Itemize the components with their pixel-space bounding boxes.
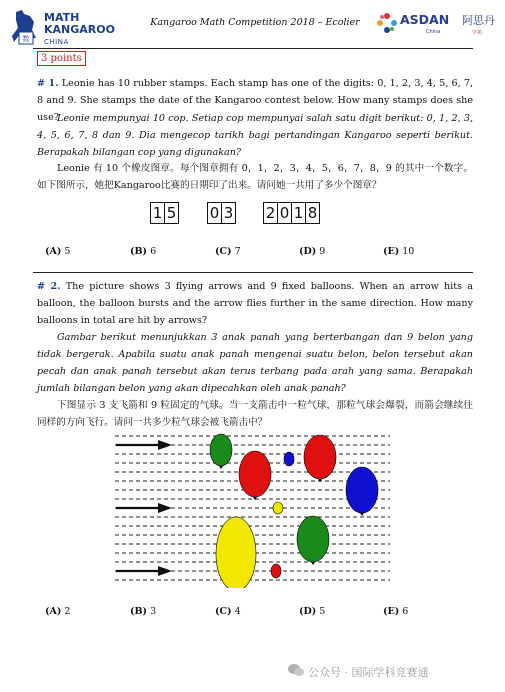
logo-line-2: KANGAROO — [44, 23, 115, 36]
svg-text:数: 数 — [22, 35, 30, 43]
page-title: Kangaroo Math Competition 2018 – Ecolier — [150, 17, 360, 28]
red-balloon — [304, 435, 336, 482]
q2-chinese: 下图显示 3 支飞箭和 9 粒固定的气球。当一支箭击中一粒气球，那粒气球会爆裂，而箭会继续往同样的方向飞行。请问一共多少粒气球会被飞箭击中？ — [37, 400, 473, 428]
wechat-icon — [288, 663, 304, 677]
watermark-text: 公众号 · 国际学科竞赛通 — [308, 666, 429, 679]
q2-english-text: The picture shows 3 flying arrows and 9 fixed balloons. When an arrow hits a balloon, the balloon bursts and the arrow flies further in the same direction. How many balloons in total are hit by arrows? — [37, 281, 473, 326]
stamp-digit: 2 — [263, 202, 278, 224]
asdan-cn: 阿思丹 — [462, 14, 495, 27]
stamp-digit: 3 — [221, 202, 236, 224]
green-balloon — [297, 516, 329, 565]
q1-number: # 1. — [37, 78, 59, 89]
q1-chinese: Leonie 有 10 个橡皮图章。每个图章拥有 0，1，2，3，4，5，6，7，8，9 的其中一个数字。如下图所示，她把Kangaroo比赛的日期印了出来。请问她一共用了多少个图章？ — [37, 163, 473, 191]
blue-balloon — [346, 467, 378, 516]
stamp-digit: 5 — [164, 202, 179, 224]
yellow-balloon — [273, 502, 283, 514]
stamp-digit: 0 — [277, 202, 292, 224]
green-balloon — [210, 434, 232, 469]
asdan-logo — [376, 10, 498, 42]
asdan-sub: China — [426, 29, 441, 35]
q2-number: # 2. — [37, 281, 61, 292]
arrows-balloons-figure — [110, 428, 400, 588]
math-kangaroo-logo — [10, 8, 130, 48]
q2-english — [37, 278, 473, 329]
q1-english-text: Leonie has 10 rubber stamps. Each stamp has one of the digits: 0, 1, 2, 3, 4, 5, 6, 7, 8 and 9. She stamps the date of the Kangaroo contest below. How many stamps does she use? — [37, 78, 473, 123]
asdan-cn-sub: 学苑 — [472, 30, 483, 36]
q2-malay: Gambar berikut menunjukkan 3 anak panah yang berterbangan dan 9 belon yang tidak bergerak. Apabila suatu anak panah mengenai suatu belon, belon tersebut akan pecah dan anak panah tersebut akan terus terbang pada arah yang sama. Berapakah jumlah bilangan belon yang akan dipecahkan oleh anak panah? — [37, 332, 473, 394]
q1-option-d[interactable]: (D) 9 — [299, 246, 326, 257]
logo-line-3: CHINA — [44, 38, 69, 46]
watermark — [308, 664, 429, 680]
q2-option-c[interactable]: (C) 4 — [215, 606, 241, 617]
q2-option-b[interactable]: (B) 3 — [130, 606, 157, 617]
logo-line-1: MATH — [44, 11, 80, 24]
red-balloon — [239, 451, 271, 500]
q1-option-b[interactable]: (B) 6 — [130, 246, 157, 257]
q1-option-e[interactable]: (E) 10 — [383, 246, 415, 257]
q1-option-c[interactable]: (C) 7 — [215, 246, 241, 257]
q1-malay: Leonie mempunyai 10 cop. Setiap cop mempunyai salah satu digit berikut: 0, 1, 2, 3, 4, 5, 6, 7, 8 dan 9. Dia mengecop tarikh bagi pertandingan Kangaroo seperti berikut. Berapakah bilangan cop yang digunakan? — [37, 113, 473, 158]
header-divider — [33, 48, 473, 49]
points-badge: 3 points — [37, 51, 86, 66]
stamp-digit: 0 — [207, 202, 222, 224]
red-balloon — [271, 564, 281, 578]
stamp-digit: 8 — [305, 202, 320, 224]
stamp-digit: 1 — [150, 202, 165, 224]
q2-option-d[interactable]: (D) 5 — [299, 606, 326, 617]
arrow — [116, 440, 172, 450]
asdan-name: ASDAN — [400, 12, 450, 27]
q1-option-a[interactable]: (A) 5 — [45, 246, 71, 257]
stamp-digit: 1 — [291, 202, 306, 224]
blue-balloon — [284, 452, 294, 466]
q2-option-e[interactable]: (E) 6 — [383, 606, 409, 617]
arrow — [116, 503, 172, 513]
question-divider — [33, 272, 473, 273]
yellow-balloon — [216, 517, 256, 588]
q2-option-a[interactable]: (A) 2 — [45, 606, 71, 617]
arrow — [116, 566, 172, 576]
